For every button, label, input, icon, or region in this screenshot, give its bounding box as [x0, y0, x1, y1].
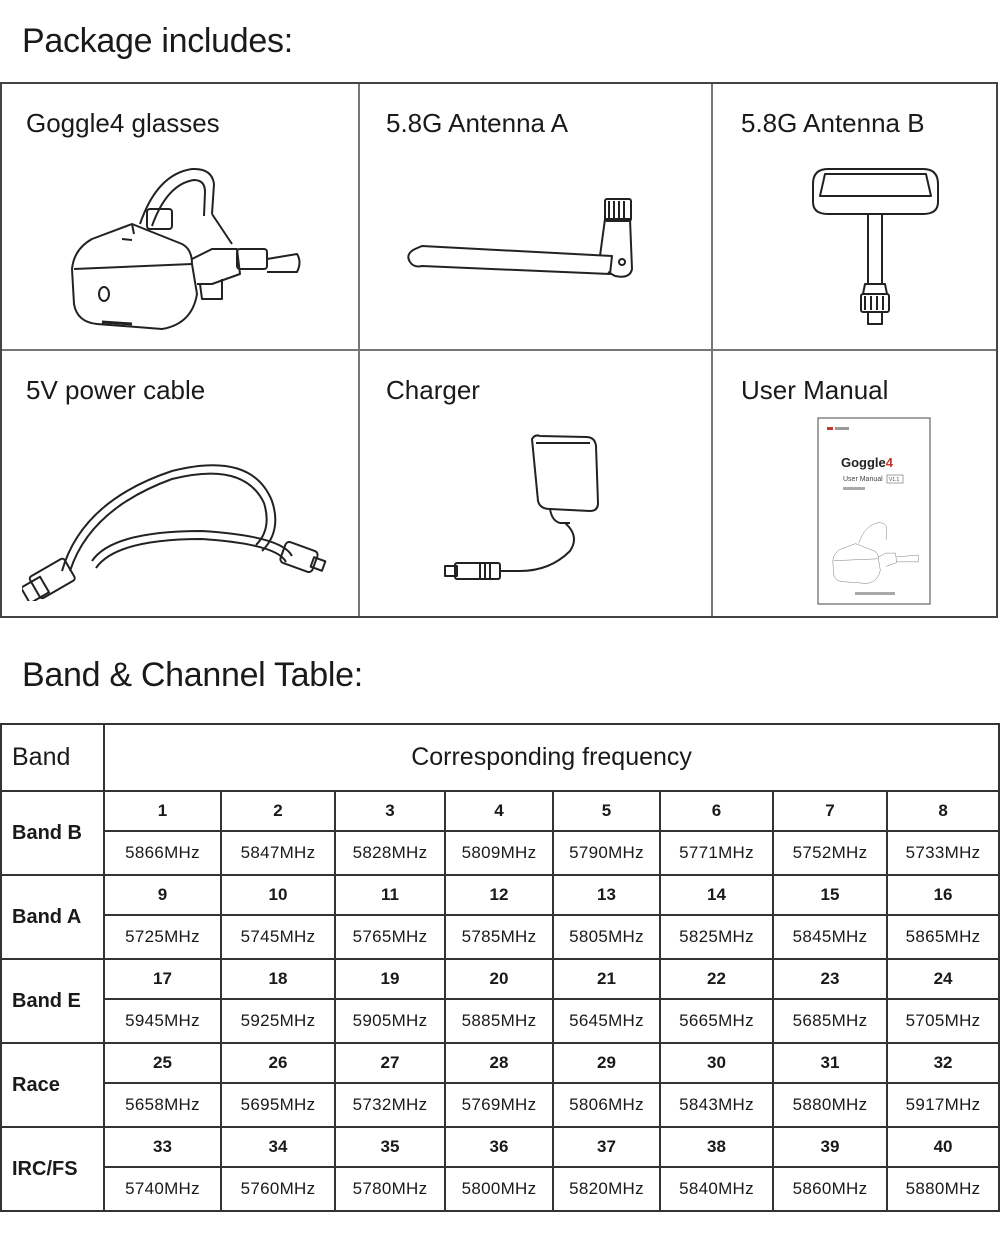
channel-frequency: 5745MHz — [221, 915, 335, 959]
table-row — [1, 1043, 999, 1083]
table-row — [1, 831, 999, 875]
package-item-antenna-b — [713, 84, 996, 351]
manual-cover-title: Goggle4 — [841, 455, 894, 470]
channel-number: 13 — [553, 875, 660, 915]
channel-frequency: 5733MHz — [887, 831, 999, 875]
channel-frequency: 5780MHz — [335, 1167, 445, 1211]
package-item-antenna-a — [360, 84, 713, 351]
channel-number: 17 — [104, 959, 221, 999]
channel-frequency: 5905MHz — [335, 999, 445, 1043]
band-channel-table — [0, 723, 1000, 1212]
channel-number: 21 — [553, 959, 660, 999]
table-row — [1, 791, 999, 831]
band-name: IRC/FS — [1, 1127, 104, 1211]
item-label: 5.8G Antenna B — [741, 108, 925, 138]
usb-cable-icon — [22, 441, 332, 601]
channel-number: 18 — [221, 959, 335, 999]
table-row — [1, 999, 999, 1043]
manual-icon — [817, 417, 933, 607]
channel-frequency: 5945MHz — [104, 999, 221, 1043]
channel-number: 32 — [887, 1043, 999, 1083]
channel-number: 33 — [104, 1127, 221, 1167]
channel-number: 27 — [335, 1043, 445, 1083]
band-table-heading: Band & Channel Table: — [22, 656, 363, 694]
channel-number: 8 — [887, 791, 999, 831]
band-name: Band A — [1, 875, 104, 959]
package-heading: Package includes: — [22, 22, 293, 60]
channel-frequency: 5866MHz — [104, 831, 221, 875]
package-item-goggles — [2, 84, 360, 351]
table-row — [1, 1083, 999, 1127]
channel-frequency: 5840MHz — [660, 1167, 773, 1211]
channel-frequency: 5732MHz — [335, 1083, 445, 1127]
charger-icon — [440, 431, 620, 601]
channel-frequency: 5765MHz — [335, 915, 445, 959]
channel-frequency: 5752MHz — [773, 831, 887, 875]
channel-number: 36 — [445, 1127, 553, 1167]
band-name: Race — [1, 1043, 104, 1127]
channel-frequency: 5705MHz — [887, 999, 999, 1043]
channel-number: 2 — [221, 791, 335, 831]
channel-frequency: 5771MHz — [660, 831, 773, 875]
channel-frequency: 5740MHz — [104, 1167, 221, 1211]
channel-number: 23 — [773, 959, 887, 999]
channel-number: 24 — [887, 959, 999, 999]
channel-number: 29 — [553, 1043, 660, 1083]
goggles-icon — [62, 154, 302, 334]
channel-frequency: 5769MHz — [445, 1083, 553, 1127]
channel-number: 6 — [660, 791, 773, 831]
channel-frequency: 5860MHz — [773, 1167, 887, 1211]
band-name: Band E — [1, 959, 104, 1043]
channel-frequency: 5695MHz — [221, 1083, 335, 1127]
channel-number: 16 — [887, 875, 999, 915]
channel-frequency: 5800MHz — [445, 1167, 553, 1211]
channel-frequency: 5885MHz — [445, 999, 553, 1043]
channel-frequency: 5845MHz — [773, 915, 887, 959]
table-row — [1, 1127, 999, 1167]
channel-frequency: 5785MHz — [445, 915, 553, 959]
channel-number: 28 — [445, 1043, 553, 1083]
channel-number: 39 — [773, 1127, 887, 1167]
package-item-user-manual — [713, 351, 996, 616]
channel-number: 37 — [553, 1127, 660, 1167]
channel-frequency: 5880MHz — [773, 1083, 887, 1127]
channel-number: 25 — [104, 1043, 221, 1083]
channel-frequency: 5847MHz — [221, 831, 335, 875]
channel-number: 7 — [773, 791, 887, 831]
table-row — [1, 959, 999, 999]
channel-frequency: 5658MHz — [104, 1083, 221, 1127]
channel-frequency: 5790MHz — [553, 831, 660, 875]
table-row — [1, 915, 999, 959]
channel-number: 22 — [660, 959, 773, 999]
item-label: Charger — [386, 375, 480, 405]
channel-number: 10 — [221, 875, 335, 915]
item-label: 5V power cable — [26, 375, 206, 405]
channel-number: 5 — [553, 791, 660, 831]
patch-antenna-icon — [803, 154, 953, 334]
channel-frequency: 5645MHz — [553, 999, 660, 1043]
channel-frequency: 5805MHz — [553, 915, 660, 959]
channel-frequency: 5685MHz — [773, 999, 887, 1043]
package-item-power-cable — [2, 351, 360, 616]
channel-frequency: 5917MHz — [887, 1083, 999, 1127]
channel-frequency: 5880MHz — [887, 1167, 999, 1211]
channel-frequency: 5665MHz — [660, 999, 773, 1043]
channel-number: 12 — [445, 875, 553, 915]
channel-number: 34 — [221, 1127, 335, 1167]
channel-frequency: 5806MHz — [553, 1083, 660, 1127]
manual-cover-version: V1.1 — [889, 477, 900, 483]
package-grid — [0, 82, 998, 618]
channel-frequency: 5825MHz — [660, 915, 773, 959]
manual-cover-subtitle: User Manual — [843, 476, 883, 483]
column-header-band: Band — [1, 724, 104, 791]
channel-frequency: 5925MHz — [221, 999, 335, 1043]
channel-number: 3 — [335, 791, 445, 831]
channel-frequency: 5760MHz — [221, 1167, 335, 1211]
channel-frequency: 5809MHz — [445, 831, 553, 875]
band-name: Band B — [1, 791, 104, 875]
package-item-charger — [360, 351, 713, 616]
channel-number: 30 — [660, 1043, 773, 1083]
channel-frequency: 5828MHz — [335, 831, 445, 875]
item-label: User Manual — [741, 375, 889, 405]
channel-frequency: 5820MHz — [553, 1167, 660, 1211]
item-label: 5.8G Antenna A — [386, 108, 569, 138]
item-label: Goggle4 glasses — [26, 108, 220, 138]
channel-number: 40 — [887, 1127, 999, 1167]
channel-number: 19 — [335, 959, 445, 999]
channel-number: 4 — [445, 791, 553, 831]
channel-number: 38 — [660, 1127, 773, 1167]
channel-frequency: 5843MHz — [660, 1083, 773, 1127]
channel-number: 9 — [104, 875, 221, 915]
channel-frequency: 5725MHz — [104, 915, 221, 959]
column-header-frequency: Corresponding frequency — [104, 724, 999, 791]
table-row — [1, 875, 999, 915]
channel-number: 11 — [335, 875, 445, 915]
channel-number: 35 — [335, 1127, 445, 1167]
channel-number: 20 — [445, 959, 553, 999]
whip-antenna-icon — [400, 194, 660, 294]
channel-number: 15 — [773, 875, 887, 915]
table-row — [1, 1167, 999, 1211]
channel-number: 31 — [773, 1043, 887, 1083]
channel-frequency: 5865MHz — [887, 915, 999, 959]
channel-number: 14 — [660, 875, 773, 915]
channel-number: 26 — [221, 1043, 335, 1083]
channel-number: 1 — [104, 791, 221, 831]
